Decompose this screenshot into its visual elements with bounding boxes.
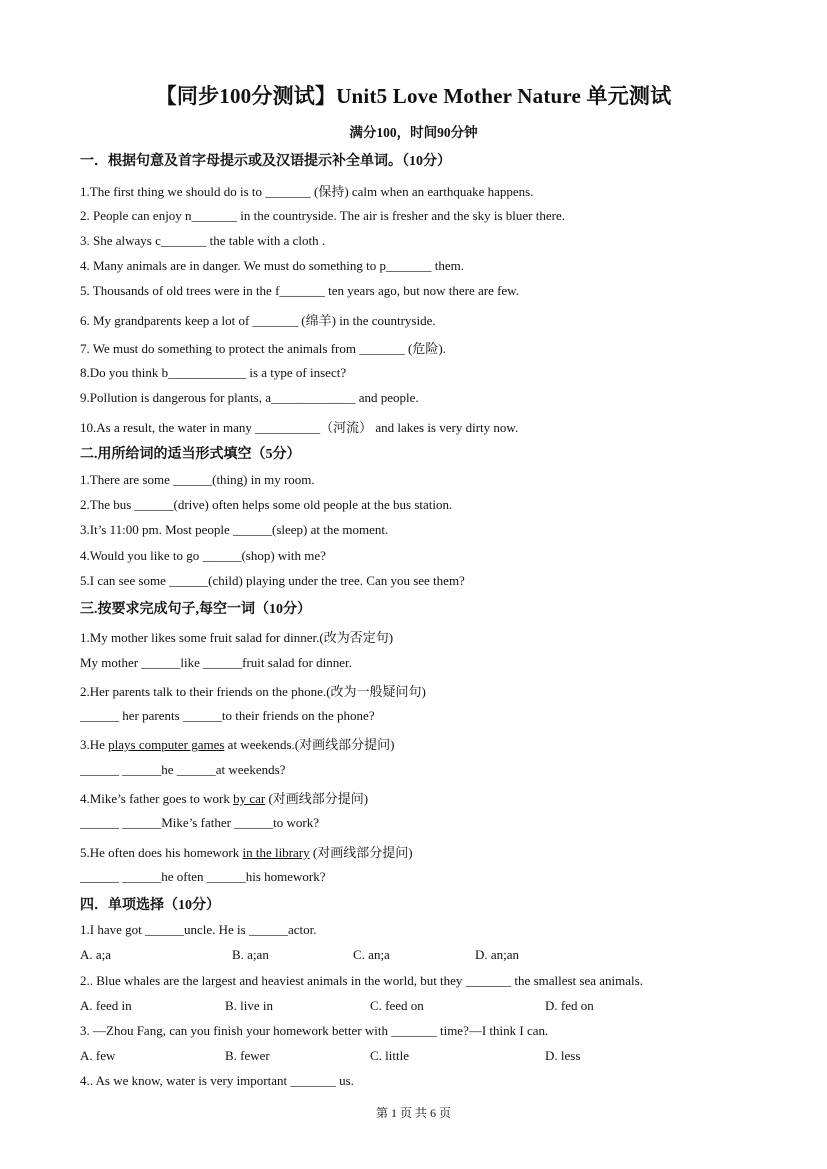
question-line: 5. Thousands of old trees were in the f_______ ten years ago, but now there are few. [80,283,519,298]
question-line: 4.Mike’s father goes to work by car (对画线部分提问) [80,791,369,806]
question-line: 10.As a result, the water in many __________（河流） and lakes is very dirty now. [80,420,519,435]
question-line: 1.The first thing we should do is to _______ (保持) calm when an earthquake happens. [80,184,534,199]
question-line: 2. People can enjoy n_______ in the countryside. The air is fresher and the sky is bluer there. [80,208,565,223]
question-line: 4.Would you like to go ______(shop) with me? [80,548,326,563]
option-b: B. a;an [232,947,269,962]
question-line: 1.There are some ______(thing) in my room. [80,472,315,487]
page-title: 【同步100分测试】Unit5 Love Mother Nature 单元测试 [155,84,672,108]
question-line: 4.. As we know, water is very important _______ us. [80,1073,354,1088]
underlined-phrase: in the library [242,845,310,860]
section-3-heading: 三.按要求完成句子,每空一词（10分） [80,602,311,617]
question-line: 8.Do you think b____________ is a type of insect? [80,365,347,380]
question-line: 6. My grandparents keep a lot of _______ (绵羊) in the countryside. [80,313,436,328]
question-line: 2.The bus ______(drive) often helps some old people at the bus station. [80,497,453,512]
question-line: 3. She always c_______ the table with a cloth . [80,233,326,248]
section-2-heading: 二.用所给词的适当形式填空（5分） [80,447,301,462]
option-d: D. less [545,1048,581,1063]
question-line: 5.He often does his homework in the library (对画线部分提问) [80,845,413,860]
option-d: D. fed on [545,998,594,1013]
answer-line: ______ her parents ______to their friends on the phone? [80,708,375,723]
option-a: A. few [80,1048,116,1063]
page-number-footer: 第 1 页 共 6 页 [375,1106,451,1120]
underlined-phrase: by car [233,791,266,806]
option-c: C. little [370,1048,409,1063]
option-c: C. feed on [370,998,424,1013]
option-b: B. live in [225,998,274,1013]
answer-line: ______ ______he ______at weekends? [80,762,286,777]
answer-line: ______ ______Mike’s father ______to work? [80,815,320,830]
question-line: 4. Many animals are in danger. We must do something to p_______ them. [80,258,464,273]
question-line: 9.Pollution is dangerous for plants, a_____________ and people. [80,390,419,405]
underlined-phrase: plays computer games [108,737,225,752]
question-line: 7. We must do something to protect the animals from _______ (危险). [80,341,446,356]
option-a: A. a;a [80,947,112,962]
question-line: 3. —Zhou Fang, can you finish your homework better with _______ time?—I think I can. [80,1023,549,1038]
section-4-heading: 四．单项选择（10分） [80,898,220,913]
option-d: D. an;an [475,947,520,962]
answer-line: ______ ______he often ______his homework? [80,869,326,884]
option-a: A. feed in [80,998,132,1013]
option-c: C. an;a [353,947,390,962]
answer-line: My mother ______like ______fruit salad for dinner. [80,655,352,670]
question-line: 3.It’s 11:00 pm. Most people ______(sleep) at the moment. [80,522,389,537]
question-line: 1.My mother likes some fruit salad for dinner.(改为否定句) [80,630,394,645]
question-line: 2.. Blue whales are the largest and heaviest animals in the world, but they _______ the smallest sea animals. [80,973,643,988]
page-subtitle: 满分100，时间90分钟 [349,125,478,140]
option-b: B. fewer [225,1048,270,1063]
section-1-heading: 一．根据句意及首字母提示或及汉语提示补全单词。（10分） [80,154,451,169]
question-line: 2.Her parents talk to their friends on the phone.(改为一般疑问句) [80,684,426,699]
question-line: 5.I can see some ______(child) playing under the tree. Can you see them? [80,573,465,588]
question-line: 1.I have got ______uncle. He is ______actor. [80,922,317,937]
question-line: 3.He plays computer games at weekends.(对画线部分提问) [80,737,395,752]
